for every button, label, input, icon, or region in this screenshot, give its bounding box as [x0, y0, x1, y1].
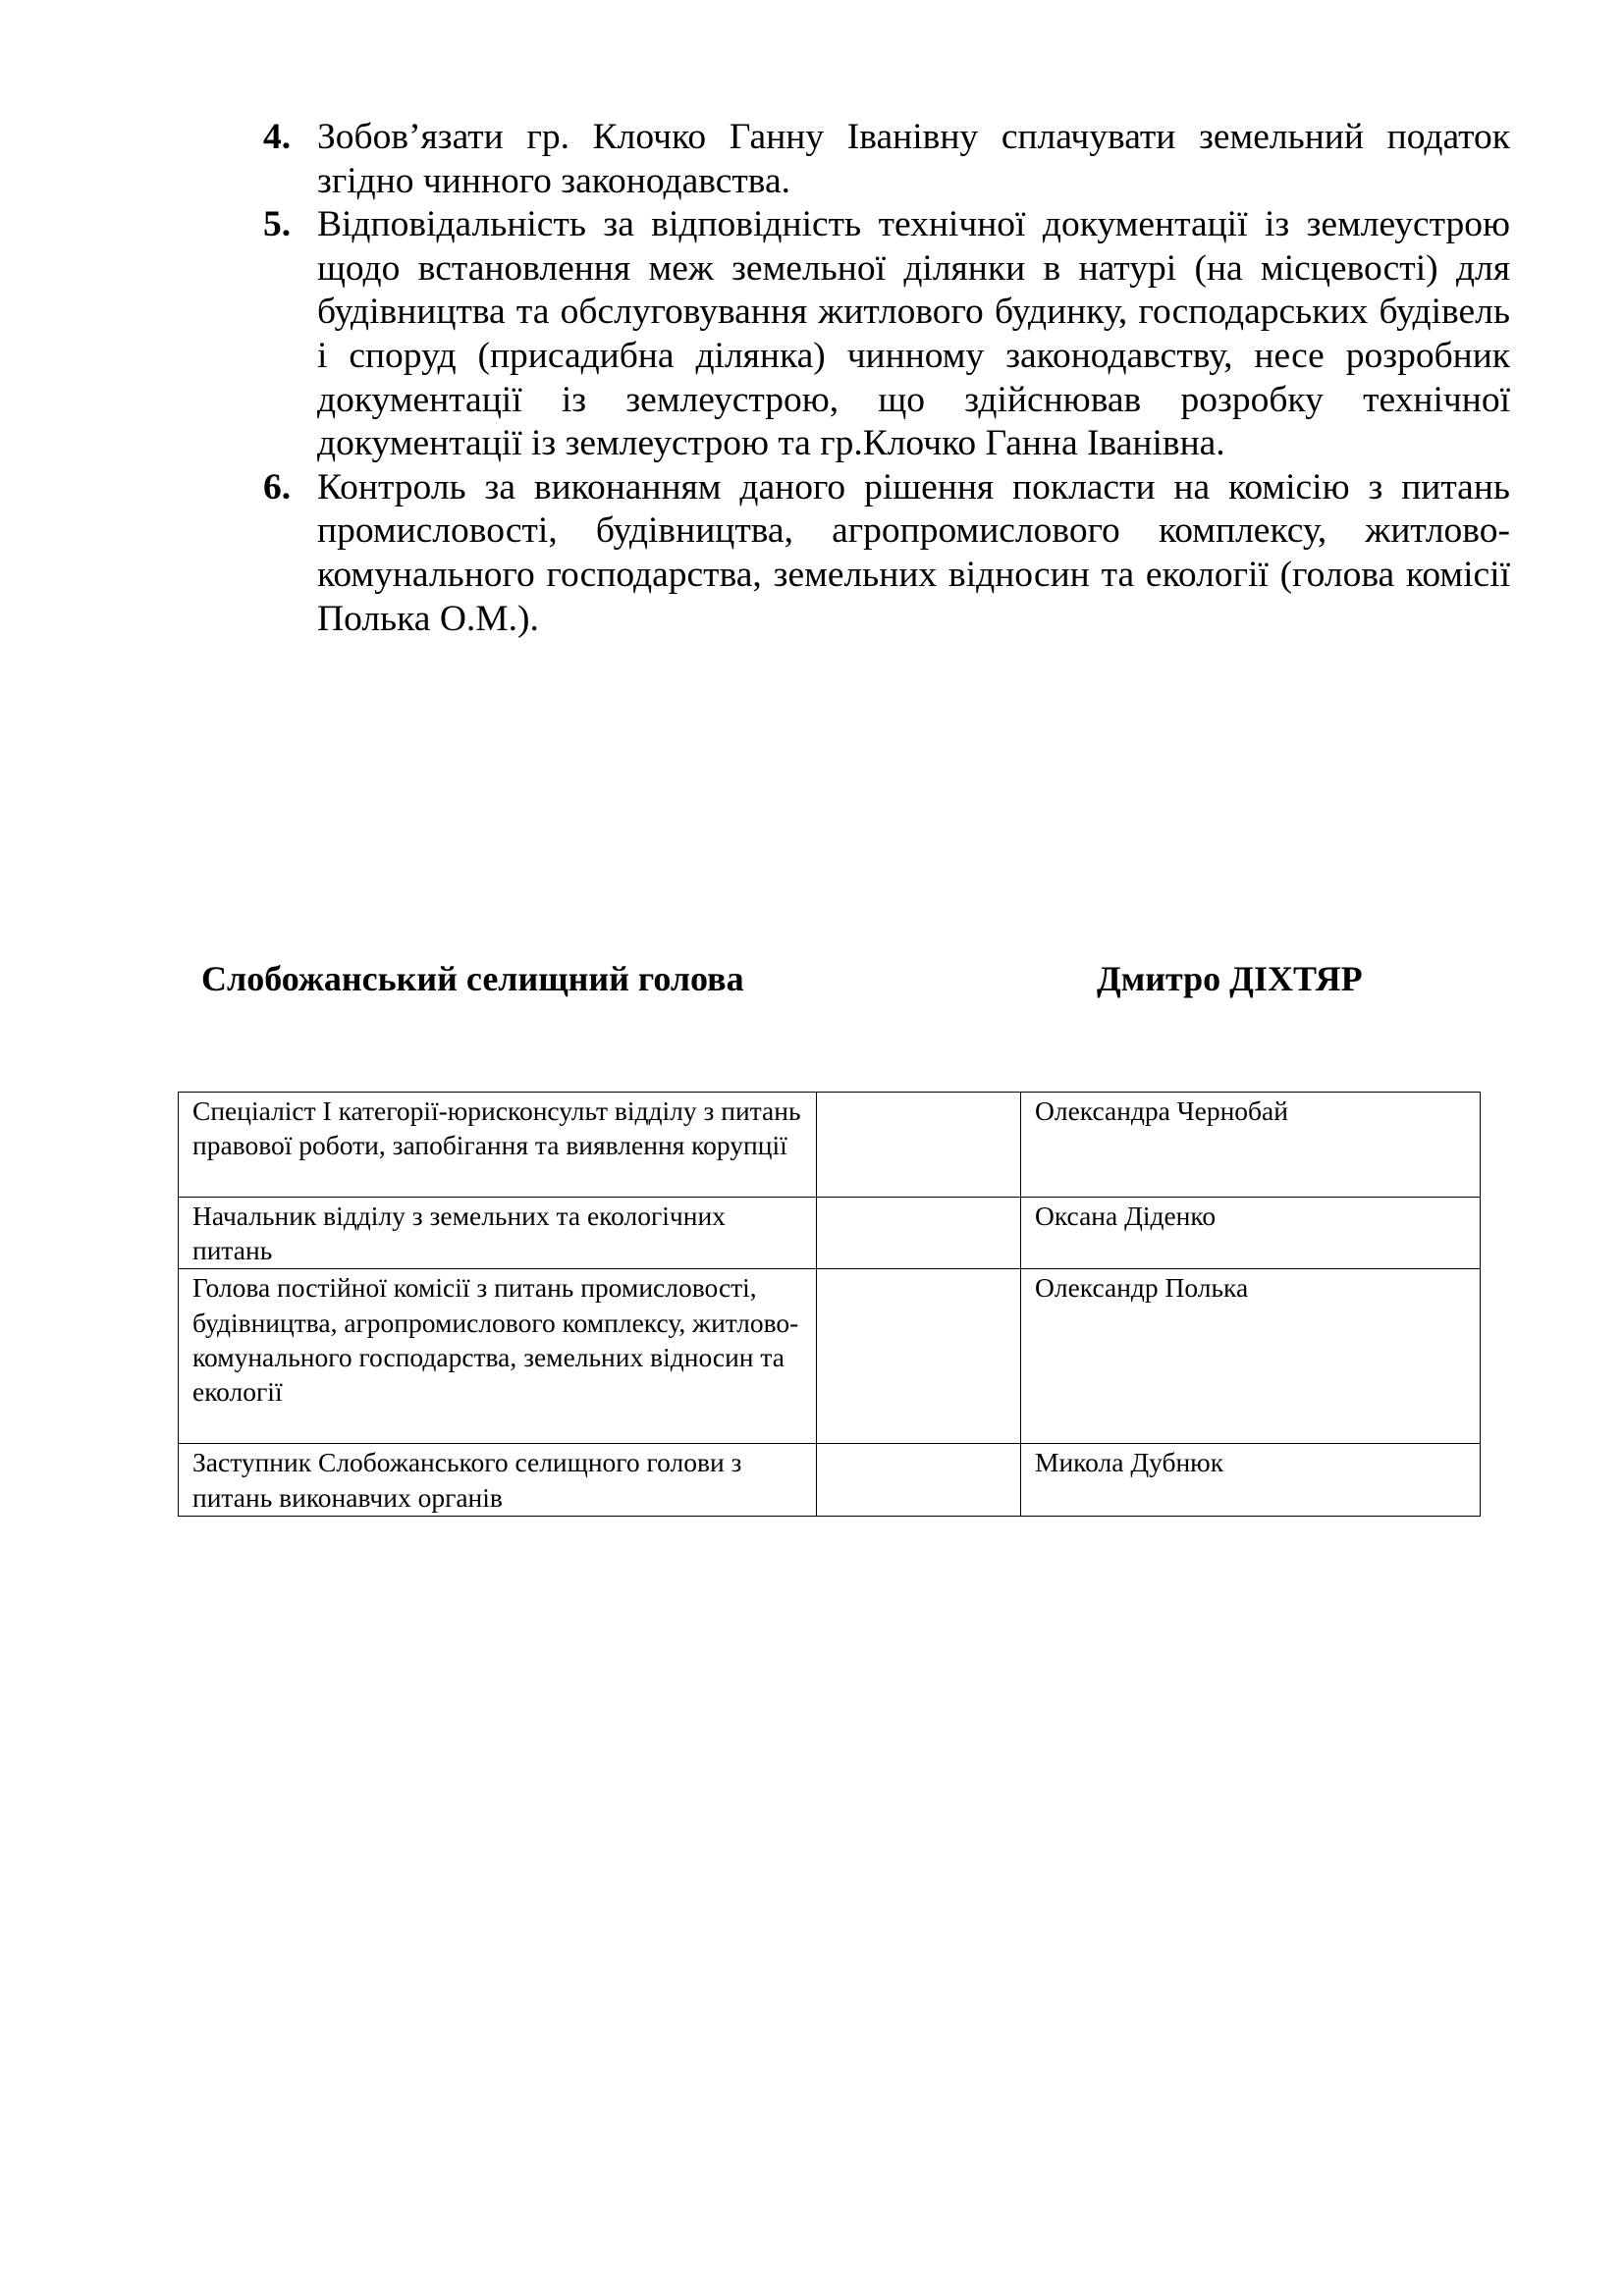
resolution-item [263, 203, 1510, 466]
item-number: 4. [263, 117, 292, 157]
item-text: Відповідальність за відповідність технічної документації із землеустрою щодо встановлення меж земельної ділянки в натурі (на місцевості) для будівництва та обслуговування житлового будинку, господарських будівель і споруд (присадибна ділянка) чинному законодавству, несе розробник документації із землеустрою, що здійснював розробку технічної документації із землеустрою та гр.Клочко Ганна Іванівна. [317, 204, 1510, 464]
approver-role: Начальник відділу з земельних та екологічних питань [179, 1198, 817, 1269]
item-text: Зобов’язати гр. Клочко Ганну Іванівну сплачувати земельний податок згідно чинного законодавства. [317, 117, 1510, 201]
item-number: 6. [263, 466, 292, 507]
table-row [179, 1093, 1481, 1198]
approver-name: Олександра Чернобай [1021, 1093, 1481, 1198]
signatory-name: Дмитро ДІХТЯР [1097, 959, 1363, 998]
approver-role: Спеціаліст І категорії-юрисконсульт відділу з питань правової роботи, запобігання та виявлення корупції [179, 1093, 817, 1198]
signature-cell [817, 1093, 1021, 1198]
resolution-items [263, 116, 1510, 641]
approver-name: Оксана Діденко [1021, 1198, 1481, 1269]
resolution-item [263, 466, 1510, 641]
signature-cell [817, 1198, 1021, 1269]
table-row [179, 1269, 1481, 1444]
approver-name: Микола Дубнюк [1021, 1444, 1481, 1516]
signature-cell [817, 1269, 1021, 1444]
table-row [179, 1198, 1481, 1269]
approver-role: Заступник Слобожанського селищного голови з питань виконавчих органів [179, 1444, 817, 1516]
item-text: Контроль за виконанням даного рішення покласти на комісію з питань промисловості, будівництва, агропромислового комплексу, житлово-комунального господарства, земельних відносин та екології (голова комісії Полька О.М.). [317, 466, 1510, 639]
signatory-position: Слобожанський селищний голова [201, 959, 744, 998]
signature-cell [817, 1444, 1021, 1516]
approver-name: Олександр Полька [1021, 1269, 1481, 1444]
approver-role: Голова постійної комісії з питань промисловості, будівництва, агропромислового комплексу, житлово-комунального господарства, земельних відносин та екології [179, 1269, 817, 1444]
approval-table [178, 1092, 1481, 1517]
table-row [179, 1444, 1481, 1516]
resolution-item [263, 116, 1510, 203]
item-number: 5. [263, 204, 292, 245]
